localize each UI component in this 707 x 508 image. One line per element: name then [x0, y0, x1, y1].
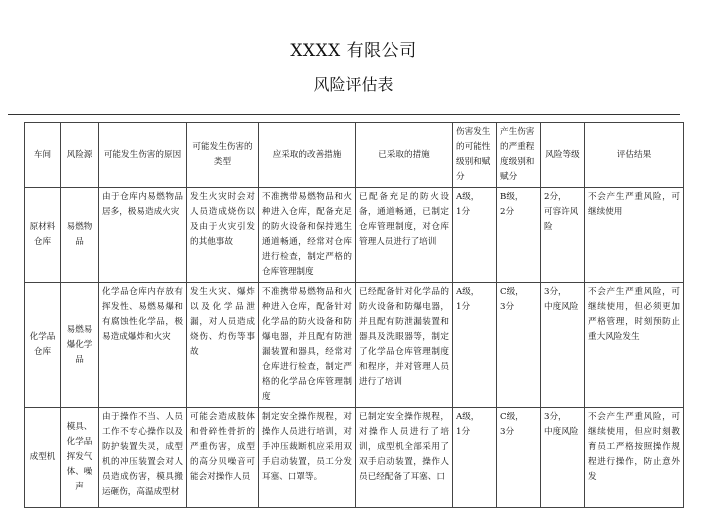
- cell-likelihood: [453, 188, 497, 283]
- risk-assessment-table: [24, 122, 684, 508]
- cell-severity: [497, 408, 541, 508]
- likelihood-level: A级，: [456, 287, 480, 297]
- cell-improvement: 不准携带易燃物品和火种进入仓库，配备针对化学品的防火设备和防爆电器，并且配有防泄漏装置和器具，经常对仓库进行检查，制定严格的化学品仓库管理制度: [259, 283, 356, 408]
- header-likelihood: 伤害发生的可能性级别和赋分: [453, 123, 497, 188]
- severity-score: 3分: [500, 302, 515, 312]
- cell-risk-source: 模具、化学品挥发气体、噪声: [61, 408, 99, 508]
- cell-injury-type: 可能会造成肢体和骨碎性骨折的严重伤害，成型的高分贝噪音可能会对操作人员: [187, 408, 259, 508]
- severity-level: B级，: [500, 192, 524, 202]
- cell-risk: [541, 188, 585, 283]
- severity-score: 3分: [500, 427, 515, 437]
- cell-likelihood: [453, 408, 497, 508]
- header-cause: 可能发生伤害的原因: [99, 123, 187, 188]
- cell-improvement: 制定安全操作规程，对操作人员进行培训，对手冲压裁断机应采用双手启动装置，员工分发耳塞、口罩等。: [259, 408, 356, 508]
- severity-level: C级，: [500, 412, 524, 422]
- document-title: 风险评估表: [313, 75, 394, 94]
- header-measures-taken: 已采取的措施: [356, 123, 453, 188]
- cell-severity: [497, 283, 541, 408]
- header-result: 评估结果: [585, 123, 684, 188]
- cell-injury-type: 发生火灾时会对人员造成烧伤以及由于火灾引发的其他事故: [187, 188, 259, 283]
- header-risk-source: 风险源: [61, 123, 99, 188]
- cell-improvement: 不准携带易燃物品和火种进入仓库，配备充足的防火设备和保持逃生通道畅通，经常对仓库进行检查，制定严格的仓库管理制度: [259, 188, 356, 283]
- header-injury-type: 可能发生伤害的类型: [187, 123, 259, 188]
- table-row: [25, 408, 684, 508]
- likelihood-score: 1分: [456, 427, 471, 437]
- cell-cause: 由于操作不当、人员工作不专心操作以及防护装置失灵，成型机的冲压装置会对人员造成伤害，模具搬运砸伤，高温成型材: [99, 408, 187, 508]
- cell-measures-taken: 已配备充足的防火设备，通道畅通，已制定仓库管理制度，对仓库管理人员进行了培训: [356, 188, 453, 283]
- cell-likelihood: [453, 283, 497, 408]
- cell-risk-source: 易燃易爆化学品: [61, 283, 99, 408]
- cell-result: 不会产生严重风险，可继续使用，但必须更加严格管理，时刻预防止重大风险发生: [585, 283, 684, 408]
- cell-risk: [541, 283, 585, 408]
- risk-level: 中度风险: [544, 427, 579, 437]
- header-risk-level: 风险等级: [541, 123, 585, 188]
- cell-severity: [497, 188, 541, 283]
- risk-level: 可容许风险: [544, 207, 579, 232]
- likelihood-score: 1分: [456, 302, 471, 312]
- cell-workshop: 化学品仓库: [25, 283, 61, 408]
- risk-score: 3分，: [544, 287, 567, 297]
- severity-score: 2分: [500, 207, 515, 217]
- cell-risk-source: 易燃物品: [61, 188, 99, 283]
- risk-level: 中度风险: [544, 302, 579, 312]
- cell-injury-type: 发生火灾、爆炸以及化学品泄漏，对人员造成烧伤、灼伤等事故: [187, 283, 259, 408]
- header-improvement: 应采取的改善措施: [259, 123, 356, 188]
- severity-level: C级，: [500, 287, 524, 297]
- cell-measures-taken: 已经配备针对化学品的防火设备和防爆电器，并且配有防泄漏装置和器具及洗眼器等，制定了化学品仓库管理制度和程序，并对管理人员进行了培训: [356, 283, 453, 408]
- header-divider: [8, 114, 680, 115]
- cell-measures-taken: 已制定安全操作规程，对操作人员进行了培训，成型机全部采用了双手启动装置，操作人员已经配备了耳塞、口: [356, 408, 453, 508]
- cell-cause: 由于仓库内易燃物品居多，极易造成火灾: [99, 188, 187, 283]
- company-name: XXXX 有限公司: [290, 41, 417, 61]
- table-row: [25, 188, 684, 283]
- cell-result: 不会产生严重风险，可继续使用，但应时刻教育员工严格按照操作规程进行操作，防止意外发: [585, 408, 684, 508]
- cell-cause: 化学品仓库内存放有挥发性、易燃易爆和有腐蚀性化学品，极易造成爆炸和火灾: [99, 283, 187, 408]
- table-row: [25, 283, 684, 408]
- likelihood-score: 1分: [456, 207, 471, 217]
- cell-workshop: 原材料仓库: [25, 188, 61, 283]
- risk-score: 2分，: [544, 192, 567, 202]
- likelihood-level: A级，: [456, 412, 480, 422]
- table-header-row: [25, 123, 684, 188]
- header-workshop: 车间: [25, 123, 61, 188]
- risk-score: 3分，: [544, 412, 567, 422]
- likelihood-level: A级，: [456, 192, 480, 202]
- cell-workshop: 成型机: [25, 408, 61, 508]
- cell-risk: [541, 408, 585, 508]
- cell-result: 不会产生严重风险，可继续使用: [585, 188, 684, 283]
- header-severity: 产生伤害的严重程度级别和赋分: [497, 123, 541, 188]
